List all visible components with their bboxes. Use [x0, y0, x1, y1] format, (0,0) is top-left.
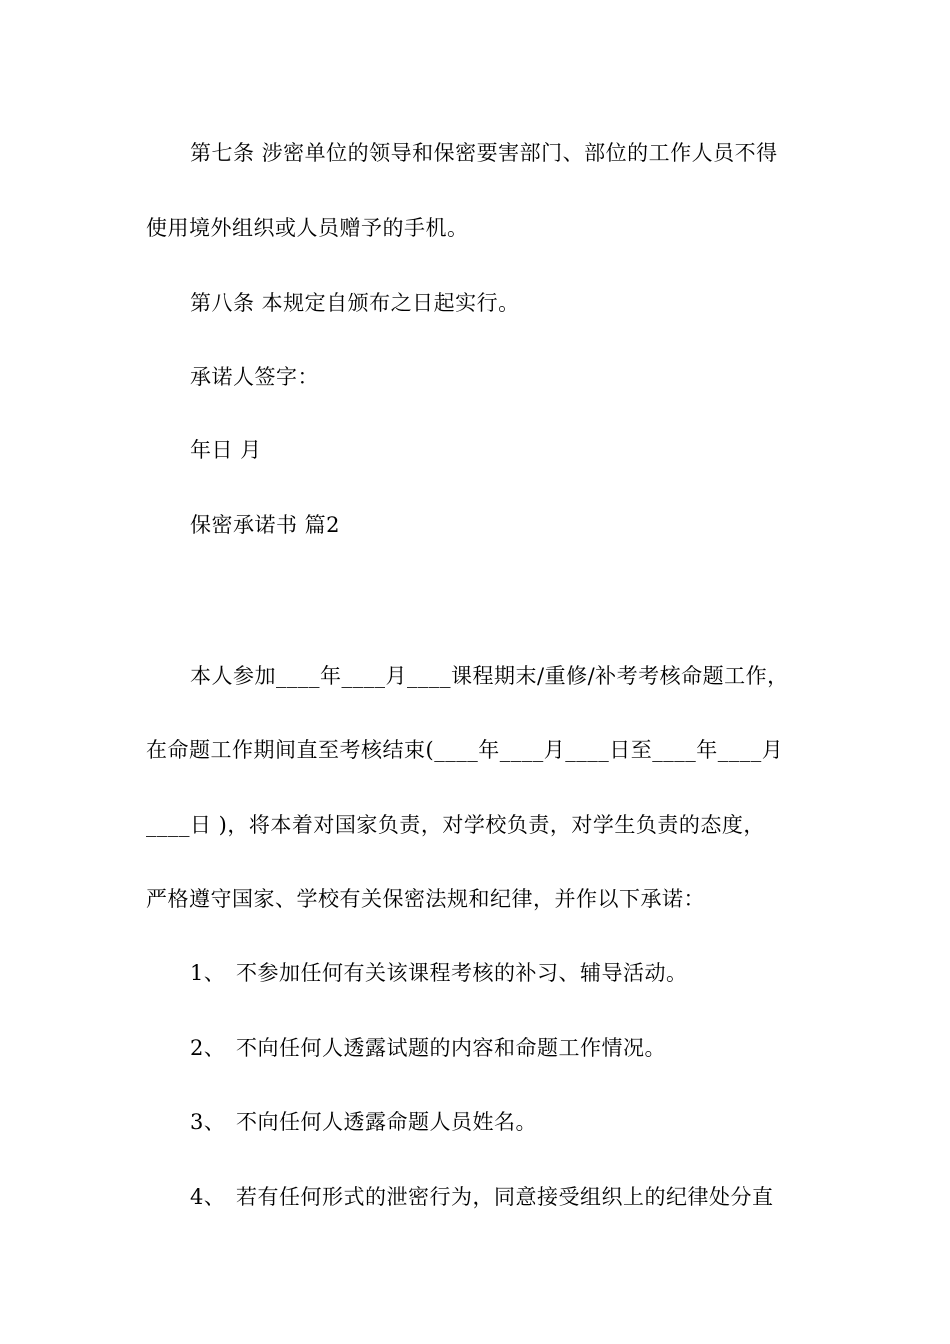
- list-item: [190, 1109, 537, 1135]
- list-item-number: 4、: [190, 1185, 226, 1209]
- intro-line-2: 在命题工作期间直至考核结束(____年____月____日至____年____月: [146, 738, 784, 762]
- list-item: [190, 1184, 774, 1210]
- article-7-line-2: 使用境外组织或人员赠予的手机。: [146, 216, 469, 240]
- signature-label: 承诺人签字：: [190, 365, 319, 389]
- article-7-line-1: 第七条 涉密单位的领导和保密要害部门、部位的工作人员不得: [190, 141, 778, 165]
- list-item: [190, 960, 688, 986]
- list-item-number: 3、: [190, 1110, 226, 1134]
- intro-line-3: ____日 )，将本着对国家负责，对学校负责，对学生负责的态度，: [146, 813, 765, 837]
- list-item-number: 2、: [190, 1036, 226, 1060]
- list-item-text: 若有任何形式的泄密行为，同意接受组织上的纪律处分直: [236, 1185, 774, 1209]
- date-line: 年日 月: [190, 438, 262, 462]
- list-item-text: 不向任何人透露试题的内容和命题工作情况。: [236, 1036, 666, 1060]
- list-item-text: 不向任何人透露命题人员姓名。: [236, 1110, 537, 1134]
- list-item-number: 1、: [190, 961, 226, 985]
- list-item: [190, 1035, 666, 1061]
- article-8: 第八条 本规定自颁布之日起实行。: [190, 291, 520, 315]
- intro-line-1: 本人参加____年____月____课程期末/重修/补考考核命题工作，: [190, 664, 789, 688]
- list-item-text: 不参加任何有关该课程考核的补习、辅导活动。: [236, 961, 688, 985]
- intro-line-4: 严格遵守国家、学校有关保密法规和纪律，并作以下承诺：: [146, 887, 705, 911]
- section-title: 保密承诺书 篇2: [190, 513, 341, 537]
